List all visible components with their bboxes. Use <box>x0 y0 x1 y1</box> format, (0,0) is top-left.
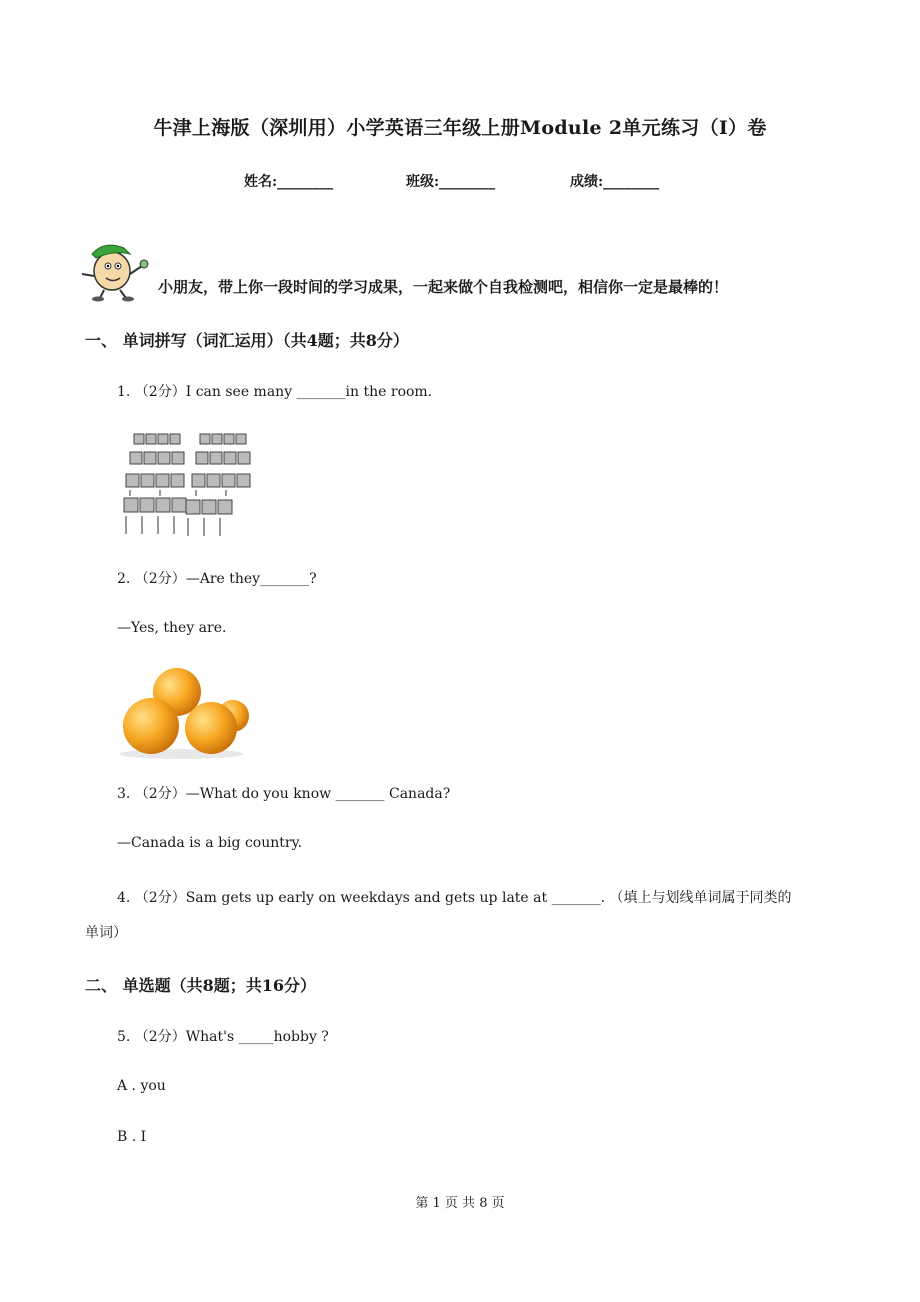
section1-heading: 一、 单词拼写（词汇运用）（共4题；共8分） <box>85 331 409 350</box>
classroom-desks-image <box>120 430 252 542</box>
section2-heading: 二、 单选题（共8题；共16分） <box>85 976 316 995</box>
question-3: 3. （2分）—What do you know _______ Canada? <box>117 786 451 802</box>
question-2: 2. （2分）—Are they_______? <box>117 571 317 587</box>
score-field: 成绩:________ <box>570 174 660 190</box>
intro-text: 小朋友，带上你一段时间的学习成果，一起来做个自我检测吧，相信你一定是最棒的！ <box>158 278 729 296</box>
question-2-answer: —Yes, they are. <box>117 620 227 636</box>
option-a[interactable]: A . you <box>117 1078 166 1094</box>
page-title: 牛津上海版（深圳用）小学英语三年级上册Module 2单元练习（I）卷 <box>153 117 767 139</box>
name-field: 姓名:________ <box>244 174 334 190</box>
mascot-cartoon-icon <box>74 236 154 302</box>
question-4: 4. （2分）Sam gets up early on weekdays and gets up late at _______. （填上与划线单词属于同类的 <box>117 890 792 906</box>
class-field: 班级:________ <box>406 174 496 190</box>
option-b[interactable]: B . I <box>117 1129 147 1145</box>
question-1: 1. （2分）I can see many _______in the room. <box>117 384 433 400</box>
oranges-image <box>115 660 250 760</box>
question-4-continued: 单词） <box>85 925 127 941</box>
question-3-answer: —Canada is a big country. <box>117 835 303 851</box>
question-5: 5. （2分）What's _____hobby ? <box>117 1029 329 1045</box>
page-footer: 第 1 页 共 8 页 <box>415 1196 505 1211</box>
